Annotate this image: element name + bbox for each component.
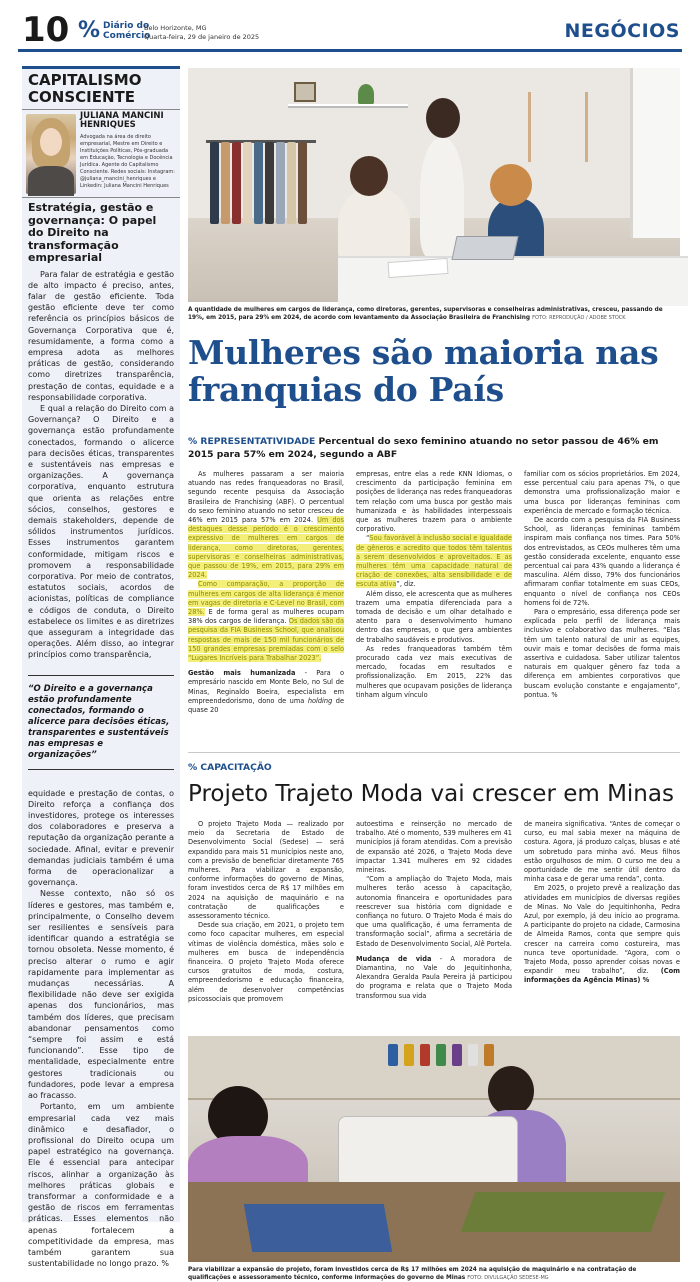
photo-women-franchise [188, 68, 680, 302]
story2-headline: Projeto Trajeto Moda vai crescer em Minas [188, 781, 674, 807]
story1-subheadline: Percentual do sexo feminino atuando no setor passou de 46% em 2015 para 57% em 2024, segundo a ABF [188, 436, 659, 460]
story1-col-1: As mulheres passaram a ser maioria atuando nas redes franqueadoras no Brasil, segundo recente pesquisa da Associação Brasileira de Franchising (ABF). O percentual do sexo feminino atuando no setor cresceu de 46% em 2015 para 57% em 2024. Um dos destaques desse período é o crescimento expressivo de mulheres em cargos de liderança, como diretoras, gerentes, supervisoras e conselheiras administrativas, que passou de 19%, em 2015, para 29% em 2024. Como comparação, a proporção de mulheres em cargos de alta liderança é menor em vagas de diretoria e C-Level no Brasil, com 28%. E de forma geral as mulheres ocupam 38% dos cargos de liderança. Os dados são da pesquisa da FIA Business School, que analisou respostas de mais de 150 mil funcionários de 150 grandes empresas premiadas com o selo “Lugares Incríveis para Trabalhar 2023”. Gestão mais humanizada - Para o empresário nascido em Monte Belo, no Sul de Minas, Reginaldo Boeira, especialista em empreendedorismo, dono de uma holding de quase 20 [188, 470, 345, 715]
column-paragraph: equidade e prestação de contas, o Direito reforça a confiança dos investidores, protege os interesses dos colaboradores e preserva a reputação da organização perante a sociedade. Afinal, evitar e prevenir demandas judiciais também é uma forma de operacionalizar a governança. [28, 788, 174, 888]
newspaper-logo [78, 20, 150, 42]
author-bio: Advogada na área de direito empresarial, Mestre em Direito e Instituições Políticas, Pós-graduada em Educação, Tecnologia e Docência Jurídica. Agente do Capitalismo Consciente. Redes sociais: Instagram: @juliana_mancini_henriques e Linkedin: Juliana Mancini Henriques [80, 134, 175, 189]
author-avatar [26, 114, 76, 194]
photo-caption-2 [188, 1266, 680, 1282]
page-header [18, 10, 682, 52]
author-name: JULIANA MANCINI HENRIQUES [80, 111, 164, 130]
caption-text: Para viabilizar a expansão do projeto, foram investidos cerca de R$ 17 milhões em 2024 na aquisição de maquinário e na contratação de qualificações e assessoramento técnico, conforme informações do governo de Minas [188, 1267, 637, 1281]
story1-col-3: familiar com os sócios proprietários. Em 2024, esse percentual caiu para apenas 7%, o que demonstra uma profissionalização maior e uma busca por lideranças femininas com experiência de mercado e formação técnica. De acordo com a pesquisa da FIA Business School, as lideranças femininas também inspiram mais confiança nos times. Para 50% dos entrevistados, as CEOs mulheres têm uma gestão considerada excelente, enquanto esse percentual cai para 43% quando a liderança é masculina. Além disso, 79% dos funcionários afirmaram confiar totalmente em suas CEOs, enquanto o nível de confiança nos CEOs homens foi de 72%. Para o empresário, essa diferença pode ser explicada pelo perfil de liderança mais inclusivo e colaborativo das mulheres. “Elas têm um talento natural de unir as equipes, ouvir mais e tomar decisões de forma mais assertiva e cuidadosa. Saber utilizar talentos naturais em qualquer gênero faz toda a diferença em ambientes corporativos que buscam evolução constante e engajamento”, pontua. % [524, 470, 680, 699]
dateline [144, 24, 259, 42]
logo-percent-icon: % [78, 18, 101, 43]
story2-kicker: % CAPACITAÇÃO [188, 762, 272, 773]
column-body-top [22, 269, 180, 661]
column-headline: Estratégia, gestão e governança: O papel do Direito na transformação empresarial [28, 201, 157, 264]
photo-caption-1 [188, 306, 680, 322]
column-paragraph: E qual a relação do Direito com a Governança? O Direito e a governança estão profundamente conectados, formando o alicerce para decisões éticas, transparentes e sustentáveis nas empresas e organizações. A governança corporativa, enquanto estrutura que orienta as relações entre sócios, conselhos, gestores e demais stakeholders, depende de sólidos instrumentos jurídicos. Esses instrumentos garantem conformidade, mitigam riscos e promovem a responsabilidade corporativa. Por meio de contratos, estatutos sociais, acordos de acionistas, políticas de compliance e códigos de conduta, o Direito estabelece os limites e as diretrizes que asseguram a integridade das operações. Além disso, ao integrar princípios como transparência, [28, 403, 174, 660]
dateline-date: Quarta-feira, 29 de janeiro de 2025 [144, 33, 260, 41]
author-box [22, 110, 180, 198]
opinion-column [22, 66, 180, 1269]
caption-text: A quantidade de mulheres em cargos de liderança, como diretoras, gerentes, supervisoras e conselheiras administrativas, cresceu, passando de 19%, em 2015, para 29% em 2024, de acordo com levantamento da Associação Brasileira de Franchising [188, 307, 663, 321]
column-body-bottom [22, 788, 180, 1270]
main-headline: Mulheres são maioria nas franquias do País [188, 333, 659, 409]
story1-kicker: % REPRESENTATIVIDADE [188, 436, 316, 447]
column-paragraph: Para falar de estratégia e gestão de alto impacto é preciso, antes, falar de gestão eficiente. Toda gestão eficiente deve ter como referência os princípios básicos de Governança Corporativa que é, resumidamente, a forma como a empresa adota as melhores práticas de gestão, considerando como diretrizes transparência, prestação de contas, equidade e a responsabilidade corporativa. [28, 269, 174, 402]
pull-quote: “O Direito e a governança estão profundamente conectados, formando o alicerce para decisões éticas, transparentes e sustentáveis nas empresas e organizações” [28, 675, 174, 770]
page-number: 10 [22, 10, 70, 50]
story2-col-1: O projeto Trajeto Moda — realizado por meio da Secretaria de Estado de Desenvolvimento Social (Sedese) — será expandido para mais 51 municípios neste ano, com a previsão de beneficiar diretamente 765 mulheres. Para viabilizar a expansão, conforme informações do governo de Minas, foram investidos cerca de R$ 17 milhões em 2024 na aquisição de maquinário e na contratação de qualificações e assessoramento técnico. Desde sua criação, em 2021, o projeto tem como foco capacitar mulheres, em especial vítimas de violência doméstica, mães solo e mulheres em busca de independência financeira. O projeto Trajeto Moda oferece cursos gratuitos de moda, costura, empreendedorismo e educação financeira, além de desenvolver competências psicossociais que promovem [188, 820, 344, 1003]
story1-deck [188, 436, 680, 461]
photo-credit: FOTO: DIVULGAÇÃO SEDESE-MG [467, 1275, 549, 1281]
logo-line-1: Diário do [103, 21, 150, 31]
story1-body [188, 470, 680, 715]
column-title: CAPITALISMO CONSCIENTE [22, 69, 180, 110]
column-paragraph: Nesse contexto, não só os líderes e gestores, mas também e, principalmente, o Conselho devem ser resilientes e sensíveis para identificar quando a estratégia se tornou obsoleta. Nesse momento, é preciso alterar o rumo e agir rapidamente para implementar as mudanças necessárias. A flexibilidade não deve ser exigida apenas dos funcionários, mas também dos líderes, que precisam abandonar pensamentos como “sempre foi assim e está funcionando”. Esse tipo de mentalidade, especialmente entre gestores tradicionais ou fundadores, pode levar a empresa ao fracasso. [28, 889, 174, 1101]
section-name: NEGÓCIOS [564, 20, 680, 42]
photo-credit: FOTO: REPRODUÇÃO / ADOBE STOCK [532, 315, 626, 321]
story2-col-3: de maneira significativa. “Antes de começar o curso, eu mal sabia mexer na máquina de costura. Agora, já produzo calças, blusas e até um sobretudo para minha avó. Meus filhos estão orgulhosos de mim. O curso me deu a oportunidade de me sentir útil dentro da minha casa e de gerar uma renda”, conta. Em 2025, o projeto prevê a realização das atividades em municípios de diversas regiões de Minas. No Vale do Jequitinhonha, Pedra Azul, por exemplo, já deu início ao programa. A participante do projeto na cidade, Carmosina de Almeida Ramos, conta que sempre quis crescer na carreira como costureira, mas nunca teve oportunidade. “Agora, com o Trajeto Moda, posso aprender coisas novas e expandir meu trabalho”, diz. (Com informações da Agência Minas) % [524, 820, 680, 985]
story2-kicker-line [188, 762, 680, 775]
column-paragraph: Portanto, em um ambiente empresarial cada vez mais dinâmico e desafiador, o profissional do Direito ocupa um papel estratégico na governança. Ele é essencial para antecipar riscos, alinhar a organização às melhores práticas globais e transformar a conformidade e a gestão de riscos em ferramentas práticas. Esses elementos não apenas fortalecem a competitividade da empresa, mas também garantem sua sustentabilidade no longo prazo. % [28, 1102, 174, 1269]
story-divider [188, 752, 680, 753]
story1-col-2: empresas, entre elas a rede KNN Idiomas, o crescimento da participação feminina em posições de liderança nas redes franqueadoras tem relação com uma busca por gestão mais humanizada e às habilidades interpessoais que as mulheres trazem para o ambiente corporativo. “Sou favorável à inclusão social e igualdade de gêneros e acredito que todos têm talentos a serem desenvolvidos e aproveitados. E as mulheres têm uma capacidade natural de criação de conexões, alta sensibilidade e de escuta ativa”, diz. Além disso, ele acrescenta que as mulheres trazem uma empatia diferenciada para a tomada de decisão e um olhar detalhado e atento para o desenvolvimento humano dentro das empresas, o que gera ambientes de trabalho saudáveis e produtivos. As redes franqueadoras também têm procurado cada vez mais executivas de mercado, focadas em resultados e profissionalização. Em 2015, 22% das mulheres que ocupavam posições de liderança tinham algum vínculo [356, 470, 512, 699]
dateline-city: Belo Horizonte, MG [144, 24, 207, 32]
story2-body [188, 820, 680, 1004]
logo-line-2: Comércio [103, 31, 151, 41]
story2-col-2: autoestima e reinserção no mercado de trabalho. Até o momento, 539 mulheres em 41 municípios já foram atendidas. Com a previsão de expansão até 2026, o Trajeto Moda deve impactar 1.341 mulheres em 92 cidades mineiras. “Com a ampliação do Trajeto Moda, mais mulheres terão acesso à capacitação, autonomia financeira e oportunidades para reescrever sua história com dignidade e confiança no futuro. O Trajeto Moda é mais do que uma qualificação, é uma ferramenta de transformação social”, afirma a secretária de Estado de Desenvolvimento Social, Alê Portela. Mudança de vida - A moradora de Diamantina, no Vale do Jequitinhonha, Alexandra Geralda Paula Pereira já participou do programa e relata que o Trajeto Moda transformou sua vida [356, 820, 512, 1000]
photo-sewing-workshop [188, 1036, 680, 1262]
